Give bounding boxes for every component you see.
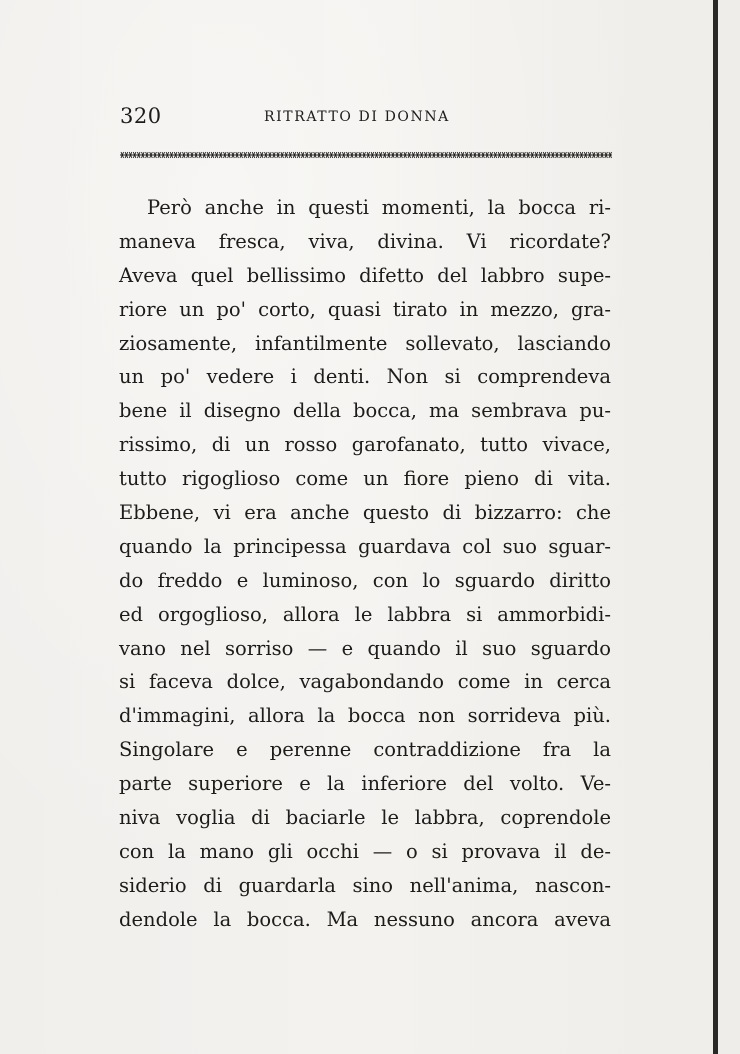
page-number: 320	[120, 104, 162, 128]
text-line: d'immagini, allora la bocca non sorrideva più.	[119, 704, 611, 728]
text-line: tutto rigoglioso come un fiore pieno di vita.	[119, 467, 611, 491]
text-line: ziosamente, infantilmente sollevato, lasciando	[119, 331, 611, 355]
body-text	[119, 191, 611, 937]
text-line: dendole la bocca. Ma nessuno ancora aveva	[119, 907, 611, 931]
text-line: maneva fresca, viva, divina. Vi ricordate?	[119, 229, 611, 253]
text-line: Aveva quel bellissimo difetto del labbro supe-	[119, 263, 611, 287]
text-line: riore un po' corto, quasi tirato in mezzo, gra-	[119, 297, 611, 321]
text-line: Però anche in questi momenti, la bocca ri-	[147, 196, 611, 219]
text-line: ed orgoglioso, allora le labbra si ammorbidi-	[119, 602, 611, 626]
text-line: parte superiore e la inferiore del volto. Ve-	[119, 772, 611, 796]
text-line: Ebbene, vi era anche questo di bizzarro: che	[119, 501, 611, 525]
page-header	[120, 104, 610, 134]
text-line: siderio di guardarla sino nell'anima, nascon-	[119, 873, 611, 897]
text-line: bene il disegno della bocca, ma sembrava pu-	[119, 399, 611, 423]
text-line: niva voglia di baciarle le labbra, coprendole	[119, 806, 611, 830]
text-line: si faceva dolce, vagabondando come in cerca	[119, 670, 611, 694]
text-line: quando la principessa guardava col suo sguar-	[119, 534, 611, 558]
text-line: rissimo, di un rosso garofanato, tutto vivace,	[119, 433, 611, 457]
text-line: vano nel sorriso — e quando il suo sguardo	[119, 636, 611, 660]
text-line: con la mano gli occhi — o si provava il de-	[119, 839, 611, 863]
header-ornament-rule	[120, 151, 612, 159]
running-title: RITRATTO DI DONNA	[264, 109, 450, 125]
ornament-pattern	[120, 151, 612, 159]
text-line: do freddo e luminoso, con lo sguardo diritto	[119, 568, 611, 592]
page-edge-rule	[713, 0, 718, 1054]
text-line: un po' vedere i denti. Non si comprendeva	[119, 365, 611, 389]
text-line: Singolare e perenne contraddizione fra la	[119, 738, 611, 762]
